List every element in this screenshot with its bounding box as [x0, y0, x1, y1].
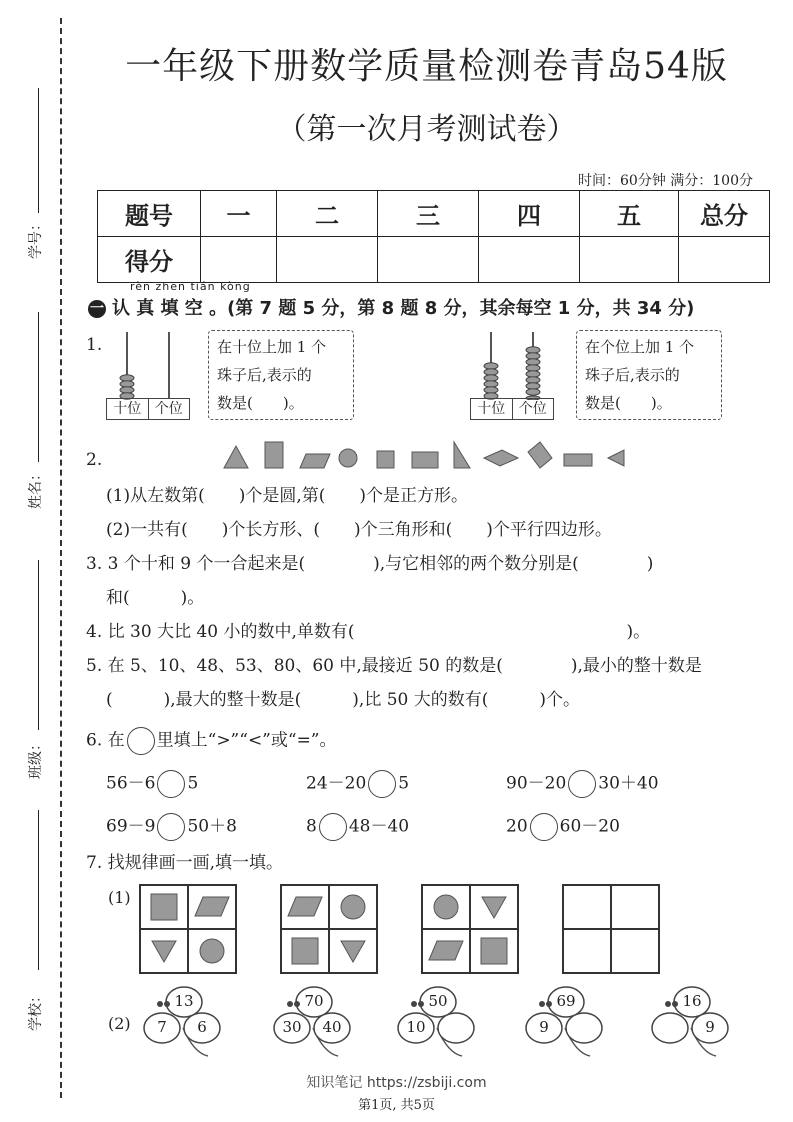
- q6-right: 50＋8: [187, 816, 237, 837]
- shape-rectangle: [412, 452, 438, 468]
- school-label: 学校：: [28, 989, 44, 1031]
- compare-circle-input[interactable]: [568, 770, 596, 798]
- q1-number: 1.: [86, 335, 103, 355]
- grid-cell-empty[interactable]: [563, 885, 611, 929]
- score-table-header-row: [98, 191, 770, 237]
- q6-right: 5: [398, 773, 410, 794]
- abacus-beads: [522, 346, 544, 400]
- grid-cell: [140, 885, 188, 929]
- q6-item: [506, 813, 620, 841]
- circle-shape-icon: [338, 892, 368, 922]
- clover-left-number: 7: [157, 1018, 167, 1036]
- grid-cell: [281, 885, 329, 929]
- q2-shapes-row: [220, 438, 630, 474]
- compare-circle-input[interactable]: [530, 813, 558, 841]
- score-cell[interactable]: [580, 237, 679, 283]
- abacus-base: [470, 398, 554, 420]
- shape-triangle: [454, 442, 470, 468]
- page-title: 一年级下册数学质量检测卷青岛54版: [125, 46, 728, 87]
- score-cell[interactable]: [201, 237, 277, 283]
- score-table-score-row: [98, 237, 770, 283]
- q6-instruction: [86, 727, 337, 755]
- q6-right: 48－40: [348, 816, 410, 837]
- score-cell[interactable]: [479, 237, 580, 283]
- grid-cell-empty[interactable]: [611, 885, 659, 929]
- q6-item: [506, 770, 659, 798]
- abacus-beads: [116, 374, 138, 400]
- q6-item: [306, 813, 409, 841]
- footer-page: 第1页, 共5页: [358, 1098, 435, 1113]
- compare-circle-input[interactable]: [319, 813, 347, 841]
- clover-top-number: 50: [428, 992, 448, 1010]
- note-line: 在十位上加 1 个: [217, 338, 327, 356]
- pattern-grid: [139, 884, 237, 974]
- abacus-label-tens: 十位: [477, 401, 506, 417]
- student-no-label: 学号：: [28, 217, 44, 259]
- q6-left: 90－20: [506, 773, 567, 794]
- name-rule: [38, 312, 39, 462]
- q7-sub2: (2): [108, 1014, 131, 1033]
- grid-cell: [422, 929, 470, 973]
- class-rule: [38, 560, 39, 730]
- score-header-cell: 二: [277, 191, 378, 237]
- clover: [646, 984, 736, 1058]
- page-subtitle: （第一次月考测试卷）: [276, 112, 577, 147]
- q1-note-left: [208, 330, 354, 420]
- q7-line: 7. 找规律画一画,填一填。: [86, 853, 284, 873]
- clover-right-number: 9: [705, 1018, 715, 1036]
- shape-parallelogram: [484, 450, 518, 466]
- abacus-label-ones: 个位: [148, 399, 190, 419]
- score-cell[interactable]: [378, 237, 479, 283]
- q6-pre: 6. 在: [86, 730, 125, 751]
- square-shape-icon: [149, 892, 179, 922]
- class-label: 班级：: [28, 737, 44, 779]
- grid-cell: [188, 929, 236, 973]
- shape-square-rotated: [528, 442, 552, 468]
- q7-sub1: (1): [108, 888, 131, 907]
- name-label: 姓名：: [28, 467, 44, 509]
- grid-cell: [470, 929, 518, 973]
- pattern-grid: [421, 884, 519, 974]
- triangle-down-shape-icon: [149, 938, 179, 964]
- score-header-cell: 四: [479, 191, 580, 237]
- time-info: 时间：60分钟 满分：100分: [578, 173, 753, 189]
- shape-triangle: [224, 446, 248, 468]
- parallelogram-shape-icon: [286, 894, 324, 920]
- q6-right: 5: [187, 773, 199, 794]
- section-heading: [88, 294, 694, 320]
- q2-line1: (1)从左数第( )个是圆,第( )个是正方形。: [106, 486, 469, 506]
- school-rule: [38, 810, 39, 970]
- q4-line: 4. 比 30 大比 40 小的数中,单数有( )。: [86, 622, 651, 642]
- square-shape-icon: [290, 936, 320, 966]
- score-header-cell: 一: [201, 191, 277, 237]
- clover-left-number: 9: [539, 1018, 549, 1036]
- abacus-base: [106, 398, 190, 420]
- shape-circle: [339, 449, 357, 467]
- q6-left: 56－6: [106, 773, 156, 794]
- circle-shape-icon: [431, 892, 461, 922]
- square-shape-icon: [479, 936, 509, 966]
- q1-note-right: [576, 330, 722, 420]
- binding-dashed-line: [60, 18, 62, 1098]
- clover: [138, 984, 228, 1058]
- grid-cell: [188, 885, 236, 929]
- abacus-left: [106, 332, 190, 422]
- grid-cell: [470, 885, 518, 929]
- clover: [268, 984, 358, 1058]
- q6-item: [106, 770, 198, 798]
- score-table: [97, 190, 770, 283]
- q2-number: 2.: [86, 450, 103, 470]
- q6-left: 8: [306, 816, 317, 837]
- grid-cell: [140, 929, 188, 973]
- pattern-grid-empty[interactable]: [562, 884, 660, 974]
- clover-left-number: 10: [406, 1018, 426, 1036]
- clover-right-number: 40: [322, 1018, 342, 1036]
- q2-line2: (2)一共有( )个长方形、( )个三角形和( )个平行四边形。: [106, 520, 612, 540]
- note-line: 珠子后,表示的: [217, 366, 312, 384]
- q6-left: 24－20: [306, 773, 367, 794]
- compare-circle-icon: [127, 727, 155, 755]
- triangle-down-shape-icon: [479, 894, 509, 920]
- parallelogram-shape-icon: [427, 938, 465, 964]
- score-header-cell: 总分: [679, 191, 770, 237]
- circle-shape-icon: [197, 936, 227, 966]
- q3-line1: 3. 3 个十和 9 个一合起来是( ),与它相邻的两个数分别是( ): [86, 554, 654, 574]
- abacus-label-tens: 十位: [113, 401, 142, 417]
- note-line: 在个位上加 1 个: [585, 338, 695, 356]
- shape-rectangle: [265, 442, 283, 468]
- compare-circle-input[interactable]: [157, 813, 185, 841]
- grid-cell-empty[interactable]: [563, 929, 611, 973]
- abacus-label-ones: 个位: [512, 399, 554, 419]
- score-row-label: 得分: [98, 237, 201, 283]
- footer-site: 知识笔记 https://zsbiji.com: [306, 1075, 487, 1091]
- grid-cell: [329, 929, 377, 973]
- grid-cell: [329, 885, 377, 929]
- shape-square: [377, 451, 394, 468]
- q5-line1: 5. 在 5、10、48、53、80、60 中,最接近 50 的数是( ),最小的整十数是: [86, 656, 702, 676]
- q3-line2: 和( )。: [106, 588, 205, 608]
- q6-left: 69－9: [106, 816, 156, 837]
- score-header-cell: 五: [580, 191, 679, 237]
- q5-line2: ( ),最大的整十数是( ),比 50 大的数有( )个。: [106, 690, 581, 710]
- q6-right: 60－20: [559, 816, 620, 837]
- note-line: 珠子后,表示的: [585, 366, 680, 384]
- compare-circle-input[interactable]: [157, 770, 185, 798]
- clover: [520, 984, 610, 1058]
- clover-left-number: 30: [282, 1018, 302, 1036]
- section-pinyin: rèn zhēn tián kòng: [130, 280, 251, 293]
- score-header-cell: 题号: [98, 191, 201, 237]
- q6-left: 20: [506, 816, 528, 837]
- clover-top-number: 69: [556, 992, 576, 1010]
- shape-triangle: [608, 450, 624, 466]
- abacus-beads: [480, 362, 502, 400]
- grid-cell: [422, 885, 470, 929]
- compare-circle-input[interactable]: [368, 770, 396, 798]
- note-line: 数是( )。: [217, 394, 304, 412]
- q6-item: [106, 813, 237, 841]
- grid-cell-empty[interactable]: [611, 929, 659, 973]
- score-cell[interactable]: [277, 237, 378, 283]
- clover-right-number: 6: [197, 1018, 207, 1036]
- clover-top-number: 16: [682, 992, 702, 1010]
- section-title: 认 真 填 空 。(第 7 题 5 分，第 8 题 8 分，其余每空 1 分，共 34 分): [112, 298, 695, 319]
- score-header-cell: 三: [378, 191, 479, 237]
- shape-rectangle: [564, 454, 592, 466]
- section-number-badge: 一: [90, 301, 104, 317]
- clover-top-number: 13: [174, 992, 194, 1010]
- q6-right: 30＋40: [598, 773, 659, 794]
- q6-post: 里填上“>”“<”或“=”。: [156, 730, 337, 751]
- triangle-down-shape-icon: [338, 938, 368, 964]
- clover-top-number: 70: [304, 992, 324, 1010]
- q6-item: [306, 770, 409, 798]
- parallelogram-shape-icon: [193, 894, 231, 920]
- abacus-rod: [168, 332, 170, 398]
- clover: [392, 984, 482, 1058]
- shape-parallelogram: [300, 454, 330, 468]
- grid-cell: [281, 929, 329, 973]
- score-cell[interactable]: [679, 237, 770, 283]
- note-line: 数是( )。: [585, 394, 672, 412]
- pattern-grid: [280, 884, 378, 974]
- abacus-right: [470, 332, 554, 422]
